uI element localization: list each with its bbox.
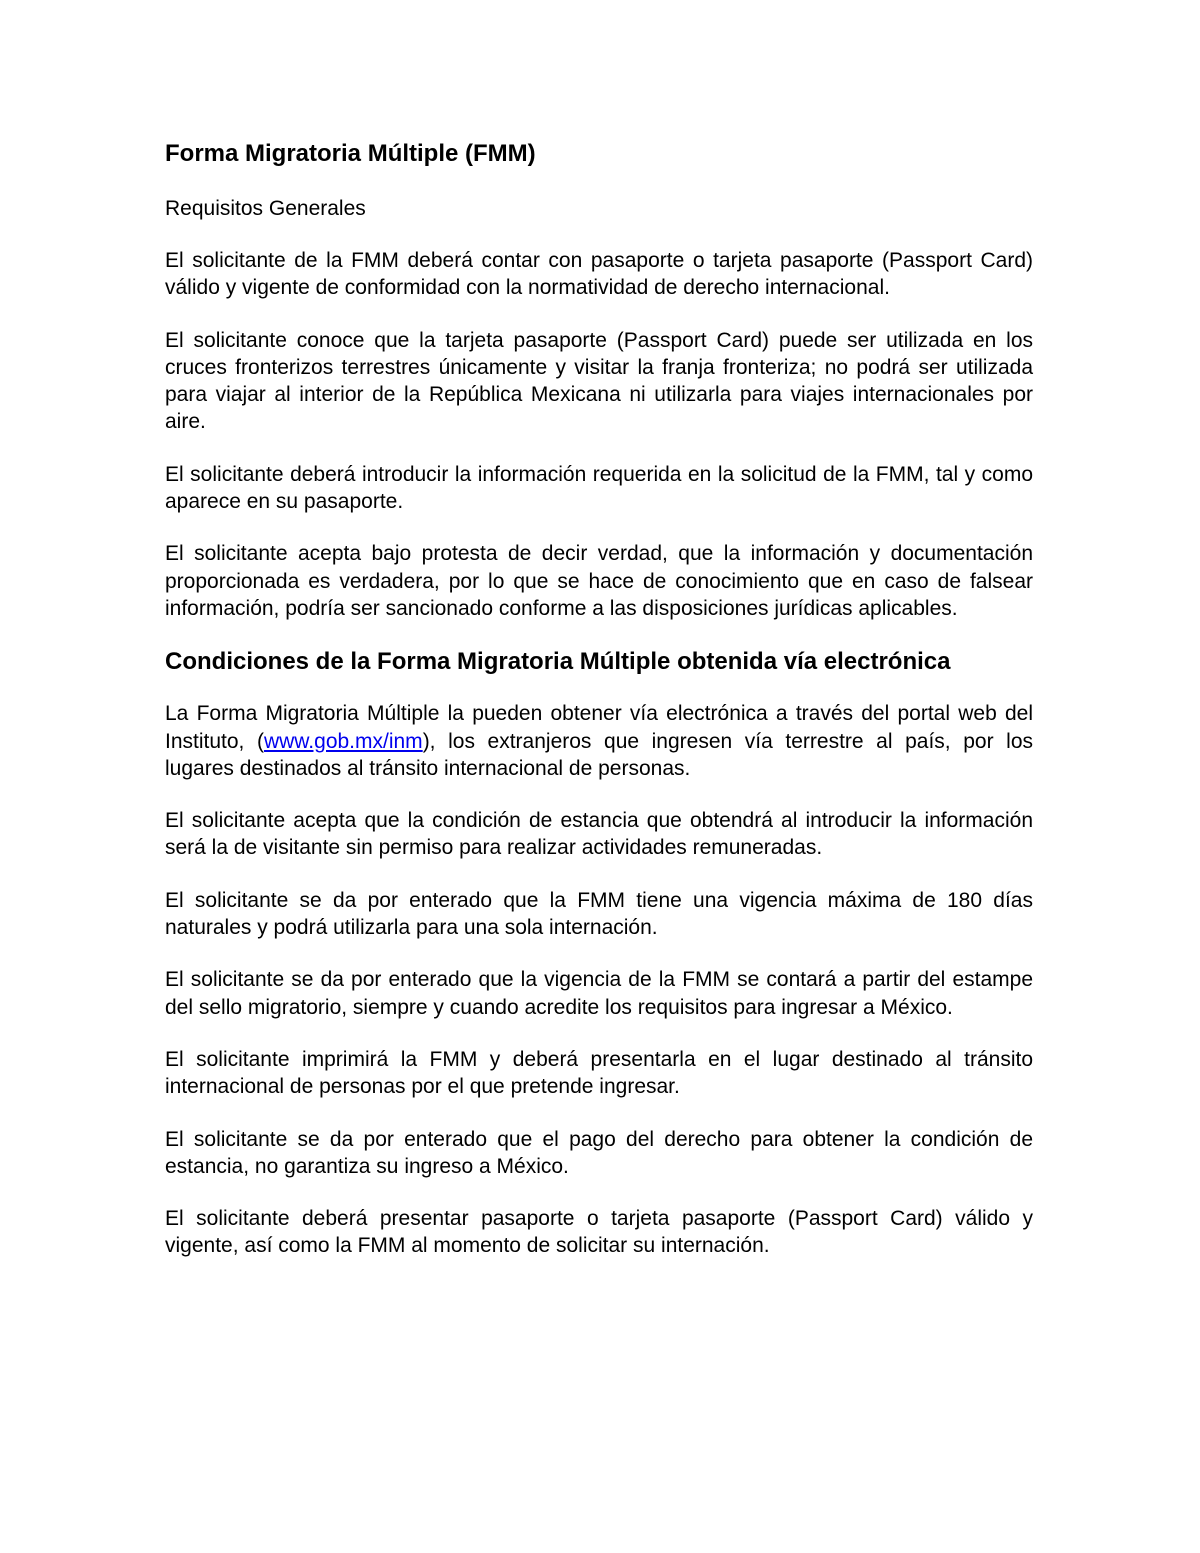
paragraph: El solicitante de la FMM deberá contar con pasaporte o tarjeta pasaporte (Passport Card) válido y vigente de conformidad con la normatividad de derecho internacional. <box>165 249 1033 300</box>
section-subtitle: Requisitos Generales <box>165 197 366 220</box>
paragraph: El solicitante imprimirá la FMM y deberá presentarla en el lugar destinado al tránsito internacional de personas por el que pretende ingresar. <box>165 1047 1033 1099</box>
document-title: Forma Migratoria Múltiple (FMM) <box>165 140 536 167</box>
paragraph: El solicitante se da por enterado que el pago del derecho para obtener la condición de estancia, no garantiza su ingreso a México. <box>165 1127 1033 1178</box>
paragraph: El solicitante se da por enterado que la FMM tiene una vigencia máxima de 180 días naturales y podrá utilizarla para una sola internación. <box>165 888 1033 940</box>
paragraph: El solicitante deberá presentar pasaporte o tarjeta pasaporte (Passport Card) válido y vigente, así como la FMM al momento de solicitar su internación. <box>165 1207 1033 1258</box>
inm-portal-link[interactable]: www.gob.mx/inm <box>263 729 423 753</box>
paragraph: El solicitante conoce que la tarjeta pasaporte (Passport Card) puede ser utilizada en los cruces fronterizos terrestres únicamente y visitar la franja fronteriza; no podrá ser utilizada para viajar al interior de la República Mexicana ni utilizarla para viajes internacionales por aire. <box>165 328 1033 434</box>
paragraph: El solicitante acepta que la condición de estancia que obtendrá al introducir la información será la de visitante sin permiso para realizar actividades remuneradas. <box>165 809 1033 860</box>
paragraph-text: La Forma Migratoria Múltiple la pueden obtener vía electrónica a través del portal web del Instituto, ( <box>165 702 1033 753</box>
paragraph-text: ), los extranjeros que ingresen vía terrestre al país, por los lugares destinados al tránsito internacional de personas. <box>165 729 1034 780</box>
document-page <box>165 138 1033 1285</box>
paragraph-with-link <box>165 700 1033 782</box>
paragraph: El solicitante deberá introducir la información requerida en la solicitud de la FMM, tal y como aparece en su pasaporte. <box>165 462 1033 514</box>
paragraph: El solicitante acepta bajo protesta de decir verdad, que la información y documentación proporcionada es verdadera, por lo que se hace de conocimiento que en caso de falsear información, podría ser sancionado conforme a las disposiciones jurídicas aplicables. <box>165 542 1033 620</box>
paragraph: El solicitante se da por enterado que la vigencia de la FMM se contará a partir del estampe del sello migratorio, siempre y cuando acredite los requisitos para ingresar a México. <box>165 968 1033 1019</box>
section-heading: Condiciones de la Forma Migratoria Múltiple obtenida vía electrónica <box>165 648 951 676</box>
